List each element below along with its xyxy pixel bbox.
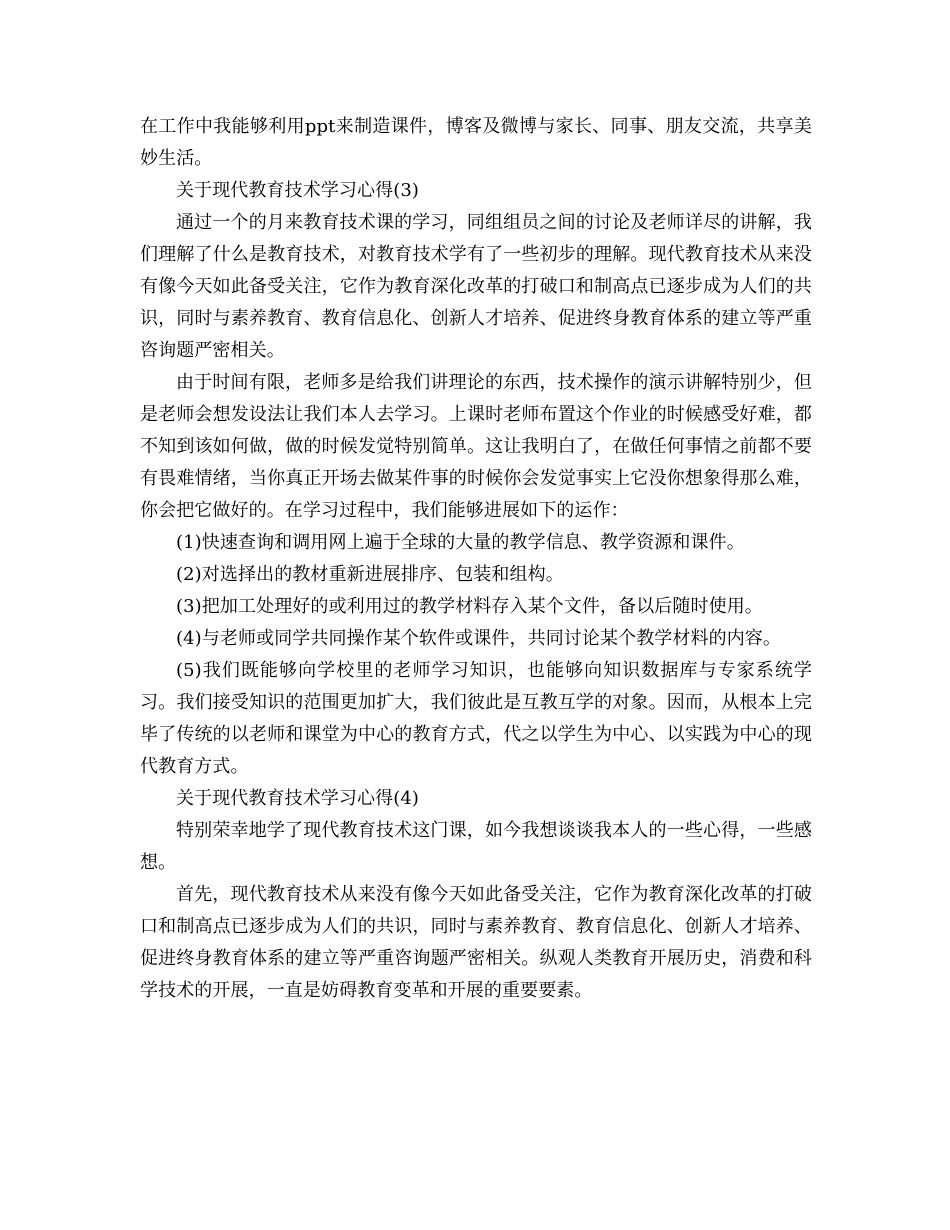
- list-item-3: (3)把加工处理好的或利用过的教学材料存入某个文件，备以后随时使用。: [176, 596, 763, 617]
- paragraph-3: 通过一个的月来教育技术课的学习，同组组员之间的讨论及老师详尽的讲解，我们理解了什么是教育技术，对教育技术学有了一些初步的理解。现代教育技术从来没有像今天如此备受关注，它作为教育深化改革的打破口和制高点已逐步成为人们的共识，同时与素养教育、教育信息化、创新人才培养、促进终身教育体系的建立等严重咨询题严密相关。: [140, 212, 812, 361]
- paragraph-11: 特别荣幸地学了现代教育技术这门课，如今我想谈谈我本人的一些心得，一些感想。: [140, 820, 812, 873]
- document-body: [140, 111, 812, 1007]
- paragraph-12: 首先，现代教育技术从来没有像今天如此备受关注，它作为教育深化改革的打破口和制高点已逐步成为人们的共识，同时与素养教育、教育信息化、创新人才培养、促进终身教育体系的建立等严重咨询题严密相关。纵观人类教育开展历史，消费和科学技术的开展，一直是妨碍教育变革和开展的重要要素。: [140, 884, 812, 1001]
- paragraph-1: 在工作中我能够利用ppt来制造课件，博客及微博与家长、同事、朋友交流，共享美妙生活。: [140, 116, 812, 169]
- list-item-2: (2)对选择出的教材重新进展排序、包装和组构。: [176, 564, 564, 585]
- list-item-5: (5)我们既能够向学校里的老师学习知识，也能够向知识数据库与专家系统学习。我们接受知识的范围更加扩大，我们彼此是互教互学的对象。因而，从根本上完毕了传统的以老师和课堂为中心的教育方式，代之以学生为中心、以实践为中心的现代教育方式。: [140, 660, 812, 777]
- paragraph-4: 由于时间有限，老师多是给我们讲理论的东西，技术操作的演示讲解特别少，但是老师会想发设法让我们本人去学习。上课时老师布置这个作业的时候感受好难，都不知到该如何做，做的时候发觉特别简单。这让我明白了，在做任何事情之前都不要有畏难情绪，当你真正开场去做某件事的时候你会发觉事实上它没你想象得那么难，你会把它做好的。在学习过程中，我们能够进展如下的运作：: [140, 372, 812, 521]
- list-item-4: (4)与老师或同学共同操作某个软件或课件，共同讨论某个教学材料的内容。: [176, 628, 781, 649]
- section-heading-4: 关于现代教育技术学习心得(4): [176, 788, 419, 809]
- section-heading-3: 关于现代教育技术学习心得(3): [176, 180, 419, 201]
- list-item-1: (1)快速查询和调用网上遍于全球的大量的教学信息、教学资源和课件。: [176, 532, 745, 553]
